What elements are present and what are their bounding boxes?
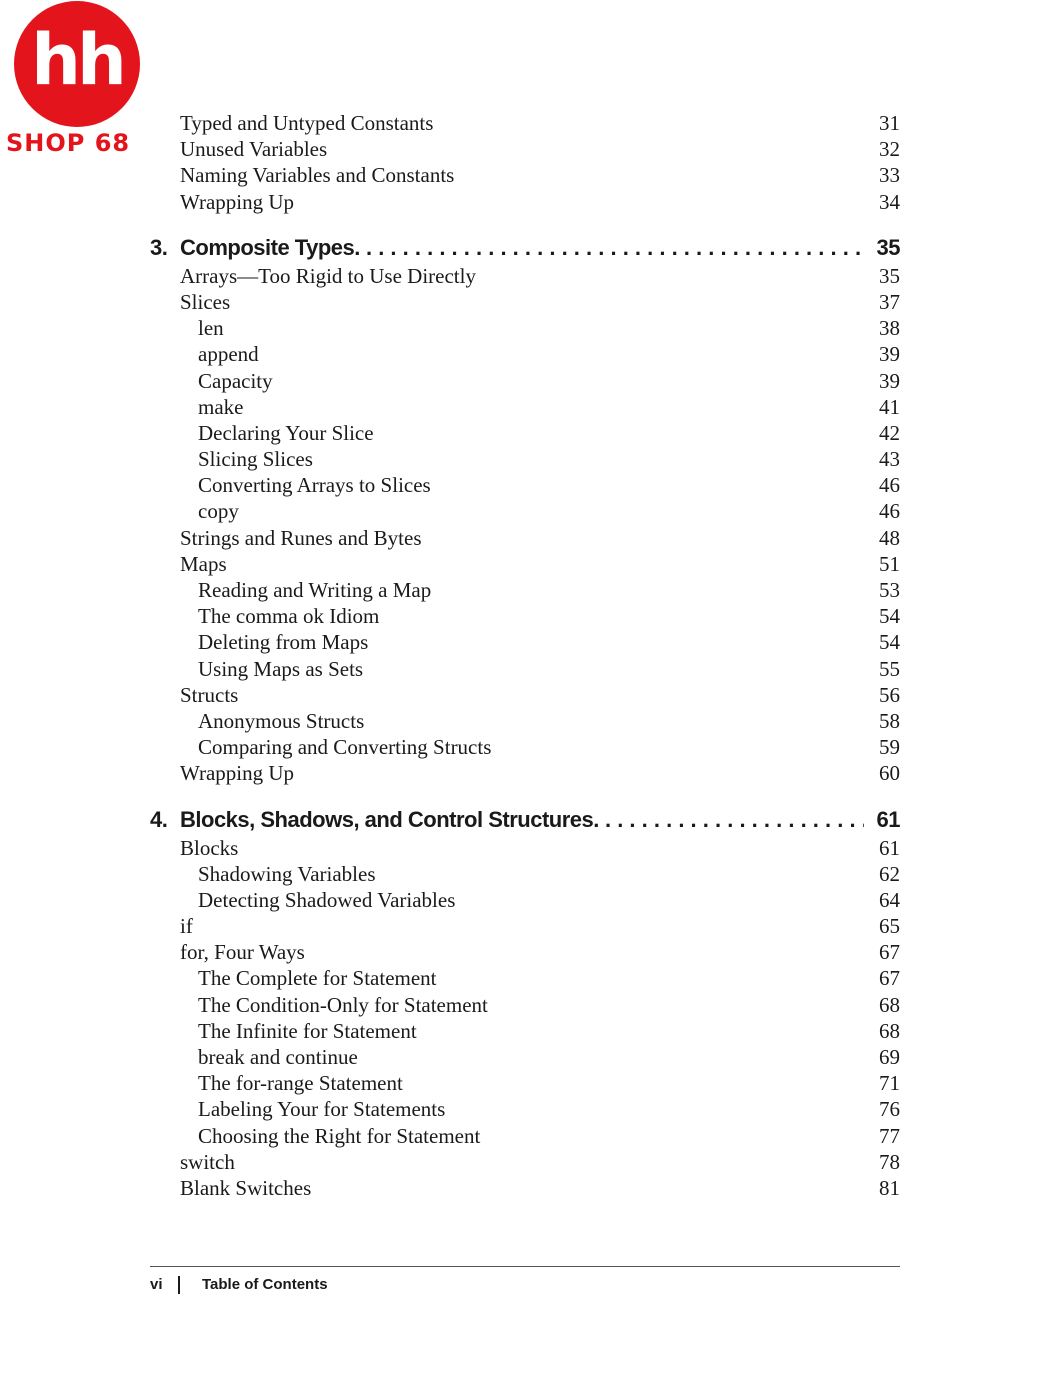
chapter-title: Composite Types. . . .: [180, 233, 864, 263]
toc-entry-page: 35: [879, 263, 900, 288]
toc-entry[interactable]: [150, 887, 900, 913]
toc-entry[interactable]: [150, 420, 900, 446]
toc-entry-label: Maps: [180, 551, 227, 576]
toc-entry-label: The Condition-Only for Statement: [198, 992, 488, 1017]
toc-entry-page: 42: [879, 420, 900, 445]
toc-entry-page: 39: [879, 342, 900, 367]
toc-entry-page: 64: [879, 887, 900, 912]
toc-entry[interactable]: [150, 1018, 900, 1044]
toc-entry[interactable]: [150, 1070, 900, 1096]
toc-entry[interactable]: [150, 1149, 900, 1175]
toc-entry[interactable]: [150, 708, 900, 734]
toc-entry-label: Shadowing Variables: [198, 861, 376, 886]
toc-entry-label: Declaring Your Slice: [198, 420, 374, 445]
toc-entry-page: 68: [879, 992, 900, 1017]
toc-entry-label: Capacity: [198, 368, 273, 393]
toc-entry-label: Slices: [180, 289, 231, 314]
toc-entry-label: break and continue: [198, 1045, 358, 1069]
toc-entry-page: 78: [879, 1149, 900, 1174]
toc-entry-label: Deleting from Maps: [198, 630, 369, 655]
toc-entry[interactable]: [150, 136, 900, 162]
toc-entry[interactable]: [150, 682, 900, 708]
toc-entry-label: Naming Variables and Constants: [180, 163, 455, 188]
footer-separator: [178, 1276, 180, 1294]
toc-top-entries: [150, 110, 900, 215]
toc-entry-label: The Complete for Statement: [198, 966, 437, 991]
toc-entry-page: 38: [879, 316, 900, 341]
toc-entry-page: 43: [879, 447, 900, 472]
toc-entry-label: for, Four Ways: [180, 940, 305, 965]
toc-entry[interactable]: [150, 498, 900, 524]
toc-entry-page: 37: [879, 289, 900, 314]
toc-entry-label: copy: [198, 499, 239, 524]
toc-entry-page: 46: [879, 473, 900, 498]
toc-entry[interactable]: [150, 965, 900, 991]
toc-entry-page: 59: [879, 735, 900, 760]
toc-entry-label: Using Maps as Sets: [198, 656, 364, 681]
toc-entry-page: 51: [879, 551, 900, 576]
chapter-page: 61: [876, 806, 900, 832]
toc-entry[interactable]: [150, 939, 900, 965]
toc-entry[interactable]: [150, 263, 900, 289]
toc-entry-label: Unused Variables: [180, 137, 328, 162]
toc-entry-page: 31: [879, 111, 900, 135]
toc-entry-page: 55: [879, 656, 900, 681]
toc-entry-label: The for-range Statement: [198, 1071, 403, 1096]
footer-section-title: Table of Contents: [202, 1276, 328, 1293]
toc-entry[interactable]: [150, 861, 900, 887]
chapter-page: 35: [876, 234, 900, 260]
toc-entry-label: Wrapping Up: [180, 761, 295, 786]
toc-entry[interactable]: [150, 315, 900, 341]
toc-entry[interactable]: [150, 835, 900, 861]
toc-entry-page: 53: [879, 578, 900, 602]
toc-entry[interactable]: [150, 110, 900, 136]
toc-entry-label: Typed and Untyped Constants: [180, 111, 434, 135]
toc-entry[interactable]: [150, 734, 900, 760]
toc-entry-page: 77: [879, 1123, 900, 1148]
toc-entry-label: Wrapping Up: [180, 189, 295, 214]
toc-entry-label: Labeling Your for Statements: [198, 1097, 446, 1122]
toc-entry-label: Blocks: [180, 835, 239, 860]
toc-entry-label: The Infinite for Statement: [198, 1018, 417, 1043]
toc-entry[interactable]: [150, 1123, 900, 1149]
toc-entry-label: Comparing and Converting Structs: [198, 735, 492, 760]
toc-entry[interactable]: [150, 1044, 900, 1070]
footer-page-number: vi: [150, 1276, 163, 1293]
toc-entry-label: Reading and Writing a Map: [198, 578, 432, 602]
toc-entry-page: 32: [879, 137, 900, 162]
toc-entry[interactable]: [150, 992, 900, 1018]
toc-entry[interactable]: [150, 656, 900, 682]
toc-entry-page: 65: [879, 914, 900, 939]
toc-entry-label: The comma ok Idiom: [198, 604, 380, 629]
chapter-4-heading[interactable]: [150, 805, 900, 835]
toc-entry-label: Slicing Slices: [198, 447, 313, 472]
toc-entry-page: 81: [879, 1175, 900, 1200]
toc-entry[interactable]: [150, 603, 900, 629]
toc-entry[interactable]: [150, 472, 900, 498]
chapter-3-heading[interactable]: [150, 233, 900, 263]
toc-entry-page: 69: [879, 1045, 900, 1069]
toc-entry[interactable]: [150, 577, 900, 603]
toc-entry[interactable]: [150, 551, 900, 577]
chapter-3-entries: [150, 263, 900, 787]
toc-entry-label: Structs: [180, 682, 239, 707]
toc-entry-page: 71: [879, 1071, 900, 1096]
logo-mark: hh: [31, 19, 123, 101]
toc-entry-label: len: [198, 316, 224, 341]
toc-entry-page: 33: [879, 163, 900, 188]
footer-rule: [150, 1266, 900, 1267]
chapter-4-entries: [150, 835, 900, 1202]
toc-entry-page: 39: [879, 368, 900, 393]
toc-entry-page: 56: [879, 682, 900, 707]
toc-entry-label: Arrays—Too Rigid to Use Directly: [180, 263, 476, 288]
toc-entry[interactable]: [150, 341, 900, 367]
toc-entry-page: 54: [879, 604, 900, 629]
table-of-contents: [150, 110, 900, 1201]
toc-entry[interactable]: [150, 162, 900, 188]
chapter-title: Blocks, Shadows, and Control Structures. . . .: [180, 805, 864, 835]
toc-entry-page: 58: [879, 708, 900, 733]
toc-entry-page: 54: [879, 630, 900, 655]
toc-entry-page: 67: [879, 940, 900, 965]
logo-text: SHOP 68: [6, 129, 131, 157]
toc-entry-label: make: [198, 394, 244, 419]
toc-entry-page: 67: [879, 966, 900, 991]
toc-entry-label: append: [198, 342, 259, 367]
toc-entry[interactable]: [150, 394, 900, 420]
toc-entry-page: 61: [879, 835, 900, 860]
toc-entry-page: 46: [879, 499, 900, 524]
toc-entry-page: 76: [879, 1097, 900, 1122]
toc-entry-label: Anonymous Structs: [198, 708, 365, 733]
toc-entry[interactable]: [150, 629, 900, 655]
toc-entry[interactable]: [150, 525, 900, 551]
toc-entry-label: Choosing the Right for Statement: [198, 1123, 481, 1148]
toc-entry-label: switch: [180, 1149, 235, 1174]
chapter-number: 3.: [150, 234, 168, 260]
toc-entry-label: Detecting Shadowed Variables: [198, 887, 456, 912]
toc-entry[interactable]: [150, 289, 900, 315]
toc-entry-page: 68: [879, 1018, 900, 1043]
toc-entry[interactable]: [150, 189, 900, 215]
toc-entry-page: 48: [879, 525, 900, 550]
toc-entry[interactable]: [150, 368, 900, 394]
toc-entry-page: 34: [879, 189, 900, 214]
chapter-number: 4.: [150, 806, 168, 832]
toc-entry-page: 60: [879, 761, 900, 786]
toc-entry[interactable]: [150, 760, 900, 786]
shop-logo: [0, 0, 145, 160]
toc-entry[interactable]: [150, 446, 900, 472]
toc-entry[interactable]: [150, 1096, 900, 1122]
toc-entry-page: 62: [879, 861, 900, 886]
toc-entry-page: 41: [879, 394, 900, 419]
toc-entry-label: Blank Switches: [180, 1175, 312, 1200]
toc-entry[interactable]: [150, 913, 900, 939]
toc-entry-label: if: [180, 914, 193, 939]
toc-entry[interactable]: [150, 1175, 900, 1201]
toc-entry-label: Converting Arrays to Slices: [198, 473, 431, 498]
toc-entry-label: Strings and Runes and Bytes: [180, 525, 422, 550]
